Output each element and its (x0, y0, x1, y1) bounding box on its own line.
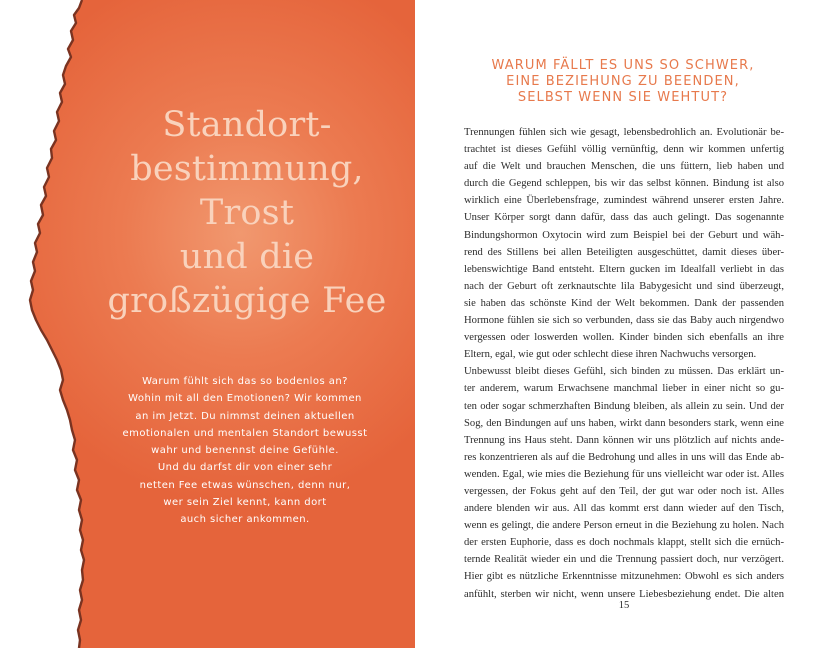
body-text-line: Sog, den Bindungen auf uns haben, wirkt dann besonders stark, wenn eine (464, 417, 784, 429)
body-text-line: res konzentrieren als auf die Bedrohung und alles in uns will das Ende ab- (464, 451, 784, 463)
body-text-line: vergessen oder loswerden wollen. Kinder binden sich ebenfalls an ihre (464, 332, 784, 344)
body-text-line: vergessen, der Fokus geht auf den Teil, der gut war oder noch ist. Alles (464, 485, 784, 497)
chapter-intro-line: wahr und benennst deine Gefühle. (151, 445, 339, 457)
chapter-intro-line: an im Jetzt. Du nimmst deinen aktuellen (135, 410, 355, 422)
section-heading-line: SELBST WENN SIE WEHTUT? (517, 90, 729, 105)
body-text-line: sie haben das schönste Kind der Welt bekommen. Dank der passenden (464, 297, 784, 309)
chapter-title (82, 103, 412, 323)
right-page (415, 0, 833, 648)
body-text-line: Bindungshormon Oxytocin wird zum Beispiel bei der Geburt und wäh- (464, 229, 784, 241)
chapter-title-line: Standort- (162, 105, 332, 145)
torn-paper-edge (0, 0, 120, 648)
body-text-line: Hormone fühlen sie sich so verbunden, dass sie das Baby auch nirgendwo (464, 315, 784, 327)
body-text-line: andere blenden wir aus. All das kommt erst dann wieder auf den Tisch, (464, 503, 784, 515)
torn-paper-white-area (0, 0, 84, 648)
body-text-line: anfühlt, sterben wir nicht, wenn unsere Liebesbeziehung endet. Die alten (464, 588, 784, 600)
section-heading (445, 58, 801, 106)
body-text-line: Unser Körper sorgt dann dafür, dass das auch gelingt. Das sogenannte (464, 212, 784, 224)
chapter-intro-line: wer sein Ziel kennt, kann dort (163, 497, 327, 509)
body-text-line: Trennung ins Haus steht. Dann können wir uns plötzlich auf nichts ande- (464, 434, 784, 446)
chapter-title-line: Trost (199, 193, 295, 233)
body-text-line: Trennungen fühlen sich wie gesagt, lebensbedrohlich an. Evolutionär be- (464, 127, 784, 138)
chapter-title-line: und die (179, 237, 315, 277)
body-text-line: nach der Geburt oft zerknautschte lila Babygesicht und sind überzeugt, (464, 280, 784, 292)
body-text-line: Hier gibt es nützliche Erkenntnisse mitzunehmen: Obwohl es sich anders (464, 571, 784, 583)
chapter-intro-line: Warum fühlt sich das so bodenlos an? (142, 376, 348, 387)
body-text-line: ternde Realität wieder ein und die Trennung passiert doch, nur verzögert. (464, 554, 784, 566)
body-text-line: wenn es gelingt, die andere Person erneut in die Beziehung zu holen. Nach (464, 520, 784, 532)
chapter-title-line: großzügige Fee (107, 281, 387, 321)
body-text-line: wenden. Egal, wie mies die Beziehung für uns vielleicht war oder ist. Alles (464, 468, 784, 480)
body-text-line: lebenswichtige Band entsteht. Eltern gucken im Idealfall verliebt in das (464, 263, 784, 275)
body-text-line: der ersten Euphorie, dass es doch nochmals klappt, stellt sich die ernüch- (464, 537, 784, 549)
body-text-line: rend des Stillens bei allen Beteiligten ausgeschüttet, damit dieses über- (464, 246, 784, 258)
body-text-line: trachtet ist dieses Gefühl völlig vernünftig, denn wir kommen unfertig (464, 144, 784, 156)
chapter-intro-line: auch sicher ankommen. (180, 514, 310, 526)
chapter-intro-line: Wohin mit all den Emotionen? Wir kommen (128, 393, 362, 405)
body-text-line: ter anderem, warum Erwachsene manchmal lieber in einer nicht so gu- (464, 383, 784, 395)
chapter-intro-line: emotionalen und mentalen Standort bewusst (122, 427, 368, 439)
chapter-intro-line: Und du darfst dir von einer sehr (157, 462, 333, 474)
body-text-line: wirklich eine Überlebensfrage, zumindest während unserer ersten Jahre. (464, 195, 784, 207)
section-heading-line: WARUM FÄLLT ES UNS SO SCHWER, (491, 58, 755, 73)
body-text-line: Eltern, egal, wie gut oder schlecht diese ihren Nachwuchs versorgen. (464, 349, 757, 361)
chapter-intro (100, 373, 390, 529)
body-text-line: auf die Welt und brauchen Menschen, die uns füttern, lieb haben und (464, 161, 784, 173)
body-text-line: ten oder sogar schmerzhaften Bindung bleiben, als allein zu sein. Und der (464, 400, 784, 412)
chapter-intro-line: netten Fee etwas wünschen, denn nur, (139, 479, 351, 491)
body-text (464, 124, 784, 603)
page-number: 15 (618, 600, 630, 611)
chapter-title-line: bestimmung, (130, 149, 364, 189)
body-text-line: durch die Gegend schleppen, bis wir das selbst können. Bindung ist also (464, 178, 784, 190)
section-heading-line: EINE BEZIEHUNG ZU BEENDEN, (506, 74, 740, 89)
body-text-line: Unbewusst bleibt dieses Gefühl, sich binden zu müssen. Das erklärt un- (464, 366, 784, 378)
left-page (0, 0, 415, 648)
